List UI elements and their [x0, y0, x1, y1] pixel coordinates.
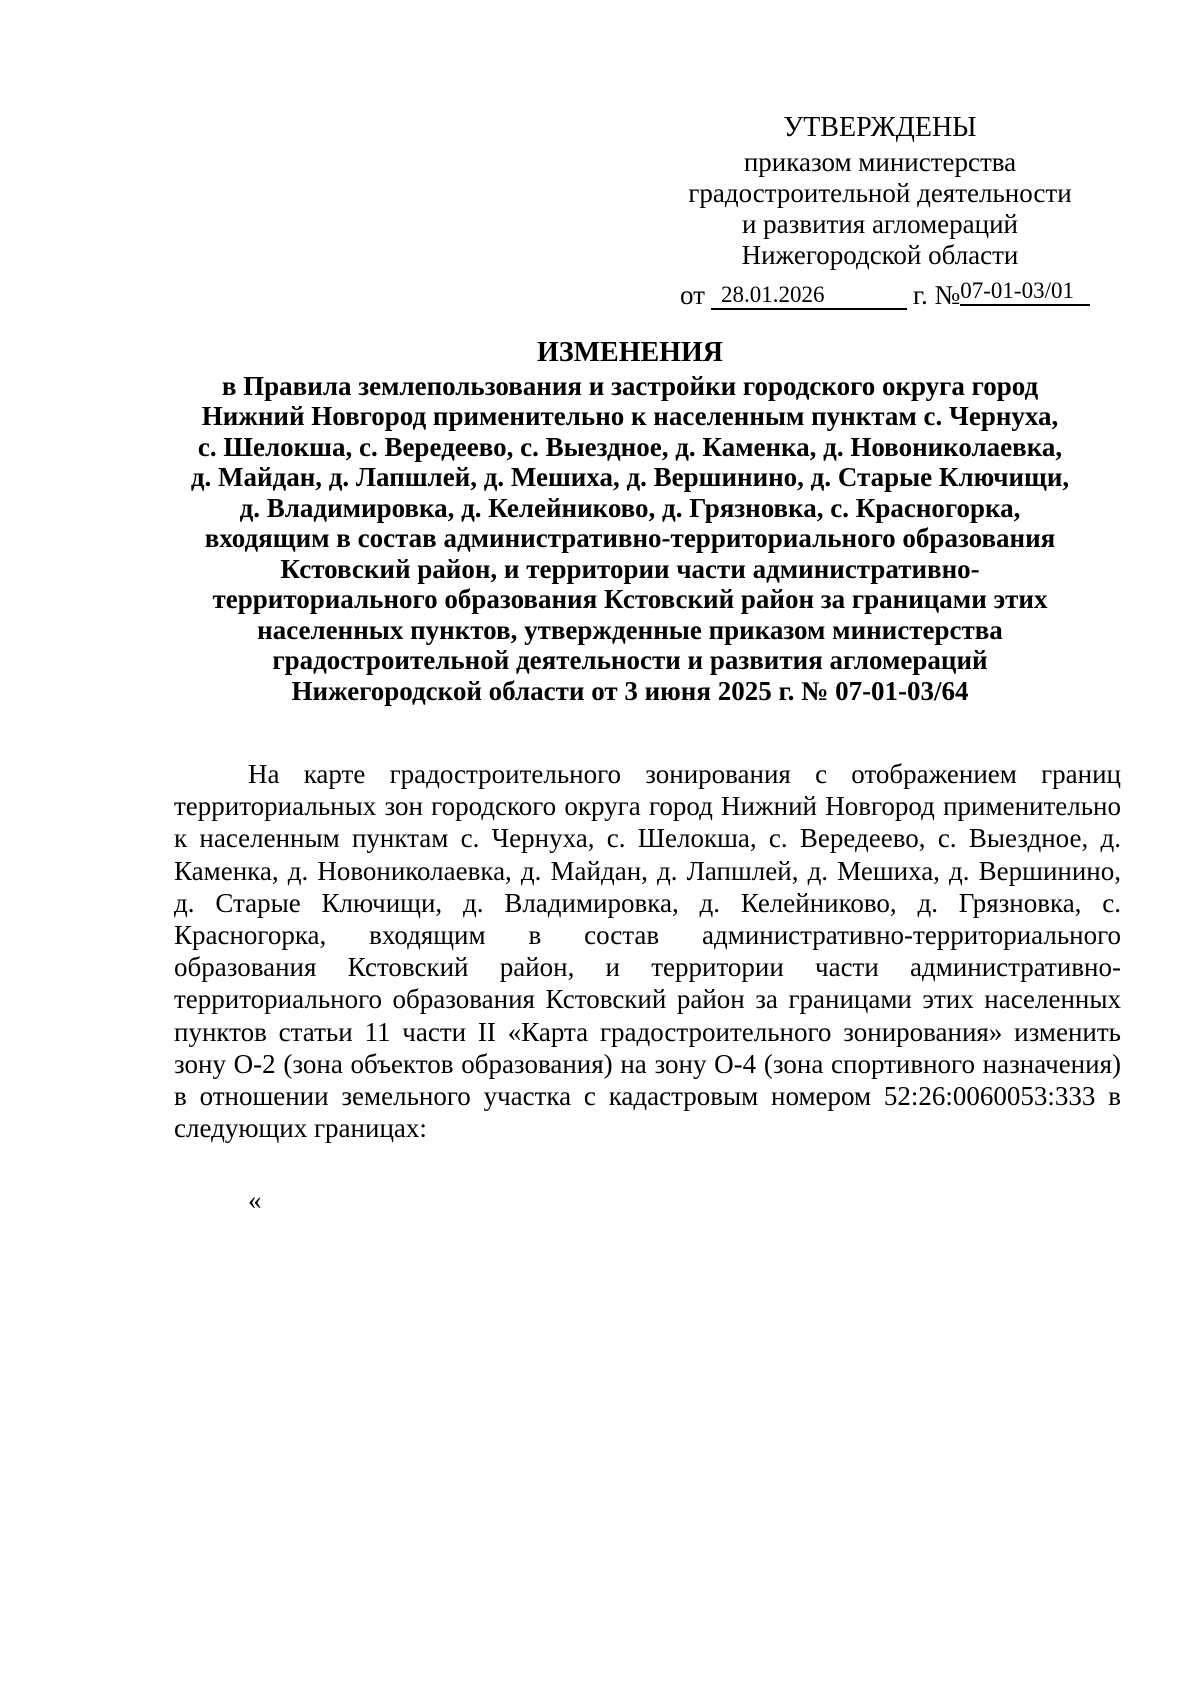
title-line: территориального образования Кстовский район за границами этих [212, 584, 1048, 614]
document-title [150, 338, 1110, 706]
title-line: в Правила землепользования и застройки городского округа город [221, 370, 1039, 401]
from-label: от [680, 280, 705, 310]
order-number: 07-01-03/01 [960, 278, 1090, 306]
number-label: г. № [912, 280, 961, 310]
approval-line: приказом министерства [743, 147, 1017, 177]
approval-line: Нижегородской области [741, 240, 1019, 270]
title-line: д. Владимировка, д. Келейниково, д. Грязновка, с. Красногорка, [239, 492, 1021, 523]
order-date: 28.01.2026 [711, 282, 907, 310]
title-line: входящим в состав административно-территориального образования [204, 523, 1056, 553]
title-line: д. Майдан, д. Лапшлей, д. Мешиха, д. Вершинино, д. Старые Ключищи, [190, 462, 1070, 492]
title-line: с. Шелокша, с. Вередеево, с. Выездное, д. Каменка, д. Новониколаевка, [197, 431, 1063, 462]
order-date-number-line [680, 278, 1120, 311]
body-paragraph: На карте градостроительного зонирования с отображением границ территориальных зон городского округа город Нижний Новгород применительно к населенным пунктам с. Чернуха, с. Шелокша, с. Вередеево, с. Выездное, д. Каменка, д. Новониколаевка, д. Майдан, д. Лапшлей, д. Мешиха, д. Вершинино, д. Старые Ключищи, д. Владимировка, д. Келейниково, д. Грязновка, с. Красногорка, входящим в состав административно-территориального образования Кстовский район, и территории части административно-территориального образования Кстовский район за границами этих населенных пунктов статьи 11 части II «Карта градостроительного зонирования» изменить зону О-2 (зона объектов образования) на зону О-4 (зона спортивного назначения) в отношении земельного участка с кадастровым номером 52:26:0060053:333 в следующих границах: [174, 759, 1121, 1144]
title-main: ИЗМЕНЕНИЯ [537, 337, 723, 368]
title-line: Нижний Новгород применительно к населенным пунктам с. Чернуха, [201, 401, 1059, 431]
title-line: Нижегородской области от 3 июня 2025 г. № 07-01-03/64 [291, 675, 969, 706]
title-line: Кстовский район, и территории части административно- [280, 553, 980, 584]
approval-line: и развития агломераций [741, 209, 1018, 239]
title-line: градостроительной деятельности и развития агломераций [272, 645, 988, 675]
approval-heading: УТВЕРЖДЕНЫ [783, 112, 977, 143]
title-line: населенных пунктов, утвержденные приказом министерства [257, 614, 1003, 645]
approval-line: градостроительной деятельности [688, 178, 1072, 208]
approval-block [660, 112, 1100, 271]
opening-quote: « [248, 1185, 262, 1215]
